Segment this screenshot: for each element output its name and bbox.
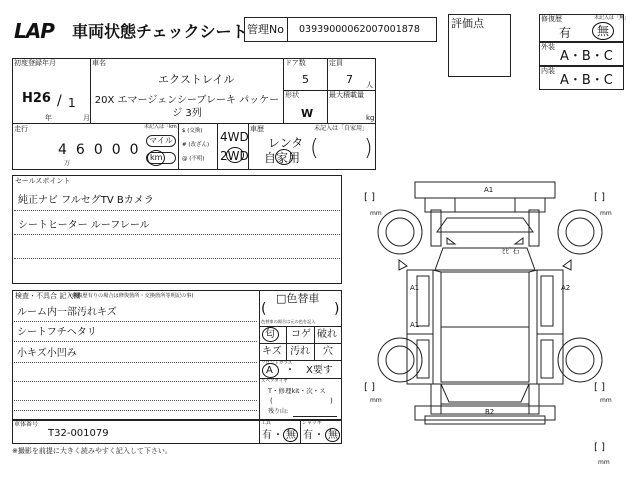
logo-text: LAP xyxy=(14,19,54,43)
tag-dirt: 汚れ xyxy=(290,346,310,357)
tire-fr-bracket: [ ] xyxy=(594,192,605,203)
mileage-small-unit: 万 xyxy=(64,160,71,167)
tool-dot: ・ xyxy=(273,430,283,441)
exterior-grades: A・B・C xyxy=(560,49,613,64)
km-option-label: km xyxy=(150,153,163,162)
jack-no: 無 xyxy=(328,430,338,441)
chassis-number: T32-001079 xyxy=(48,428,109,439)
color-change-note: 色替車の場合は元の色を記入 xyxy=(261,319,316,324)
tire-rr-bracket: [ ] xyxy=(594,382,605,393)
tire-fr-unit: mm xyxy=(600,210,612,217)
interior-label: 内装 xyxy=(541,67,555,75)
reg-slash: / xyxy=(57,93,62,109)
sheet-title: 車両状態チェックシート xyxy=(72,22,248,41)
capacity-value: 7 xyxy=(346,73,353,86)
sales-line-2: シートヒーター ルーフレール xyxy=(18,220,150,231)
tire-rr-unit: mm xyxy=(600,397,612,404)
spare-label: スペアタイヤ xyxy=(261,379,288,384)
reg-era: H26 xyxy=(22,91,51,106)
tag-odor: 匂 xyxy=(265,329,275,340)
jack-label: ジャッキ xyxy=(302,420,322,426)
tool-yes: 有 xyxy=(262,430,272,441)
tire-rl-bracket: [ ] xyxy=(364,382,375,393)
inspection-label: 検査・不具合 記入欄 xyxy=(15,292,81,300)
mark-rear-bumper: B2 xyxy=(485,408,495,416)
doors-label: ドア数 xyxy=(285,59,306,67)
mileage-label: 走行 xyxy=(14,125,28,133)
reg-month: 1 xyxy=(68,96,76,110)
windshield-label: フロントガラス xyxy=(261,361,293,366)
tire-fl-bracket: [ ] xyxy=(364,192,375,203)
color-change-label: □色替車 xyxy=(276,292,320,305)
spare-options: T・修理kit・次・ス xyxy=(268,387,326,395)
mgmt-label: 管理No xyxy=(247,23,284,36)
drive-2wd: 2WD xyxy=(220,149,249,163)
vehicle-name: エクストレイル xyxy=(158,73,235,86)
capacity-label: 定員 xyxy=(329,59,343,67)
tire-fl-unit: mm xyxy=(370,210,382,217)
mileage-value: 46000 xyxy=(58,142,148,158)
inspection-line-3: 小キズ小凹み xyxy=(17,348,77,359)
repair-note: 未記入は「無」 xyxy=(594,15,630,21)
mileage-check-2: # (改ざん) xyxy=(182,142,210,148)
capacity-unit: 人 xyxy=(366,81,373,89)
footer-note: ※撮影を前提に大きく読みやすく記入して下さい。 xyxy=(12,447,172,455)
tool-label: 工具 xyxy=(261,420,272,426)
color-paren-close: ) xyxy=(334,301,340,317)
tool-no: 無 xyxy=(286,430,296,441)
tire-rl-unit: mm xyxy=(370,397,382,404)
doors-value: 5 xyxy=(302,73,309,86)
tag-hole: 穴 xyxy=(323,346,333,357)
inspection-label-note: (修復歴有りの場合は修復箇所・交換箇所等明記の事) xyxy=(70,293,194,299)
name-label: 車名 xyxy=(92,59,106,67)
use-paren-open: ( xyxy=(310,136,319,161)
repair-no: 無 xyxy=(597,24,610,38)
chassis-label: 車体番号 xyxy=(14,421,39,428)
windshield-x: X要す xyxy=(306,365,333,376)
mark-hood-chip: ﾋﾋﾞ石 xyxy=(502,247,520,255)
max-load-label: 最大積載量 xyxy=(329,91,364,99)
drive-4wd: 4WD xyxy=(220,130,249,144)
mgmt-number: 03939000062007001878 xyxy=(299,24,420,35)
spare-remaining: 残り山: xyxy=(268,408,289,415)
exterior-label: 外装 xyxy=(541,43,555,51)
inspection-line-1: ルーム内一部汚れキズ xyxy=(17,307,117,318)
mileage-check-3: @ (不明) xyxy=(182,156,205,162)
inspection-line-2: シートフチヘタリ xyxy=(17,327,97,338)
tag-tear: 破れ xyxy=(317,329,337,340)
reg-label: 初度登録年月 xyxy=(14,59,56,67)
repair-label: 修復歴 xyxy=(541,15,562,23)
tag-scratch: キズ xyxy=(262,346,282,357)
use-private: 自家用 xyxy=(264,151,301,165)
color-paren-open: ( xyxy=(261,301,267,317)
spare-tire-unit: mm xyxy=(598,459,610,466)
sales-line-1: 純正ナビ フルセグTV Bカメラ xyxy=(18,195,154,206)
mark-left-rear-door: A1 xyxy=(410,321,420,329)
mark-right-front-door: A2 xyxy=(561,284,571,292)
windshield-dot: ・ xyxy=(285,365,295,376)
reg-month-unit: 月 xyxy=(83,114,90,122)
spare-paren-close: ) xyxy=(330,397,333,405)
vehicle-grade: 20X エマージェンシーブレーキ パッケージ 3列 xyxy=(94,95,280,119)
use-label: 車歴 xyxy=(250,125,264,133)
mile-option-label: マイル xyxy=(149,136,173,145)
jack-dot: ・ xyxy=(314,430,324,441)
interior-grades: A・B・C xyxy=(560,73,613,88)
mileage-unit-note: 未記入は「km」 xyxy=(144,124,182,130)
mark-left-front-door: A1 xyxy=(410,284,420,292)
score-label: 評価点 xyxy=(451,17,484,30)
use-rental: レンタ xyxy=(268,136,304,150)
use-paren-close: ) xyxy=(364,136,373,161)
body-value: W xyxy=(301,107,314,120)
max-load-unit: kg xyxy=(366,114,375,122)
windshield-a: A xyxy=(266,365,273,376)
spare-paren-open: ( xyxy=(270,397,273,405)
tag-burn: コゲ xyxy=(291,329,311,340)
logo xyxy=(14,19,54,43)
car-diagram xyxy=(355,170,640,480)
jack-yes: 有 xyxy=(303,430,313,441)
mark-front-bumper: A1 xyxy=(484,186,494,194)
reg-year-unit: 年 xyxy=(45,114,52,122)
spare-tire-bracket: [ ] xyxy=(594,442,605,453)
body-label: 形状 xyxy=(285,91,299,99)
mileage-check-1: $ (交換) xyxy=(182,128,203,134)
use-note: 未記入は「自家用」 xyxy=(314,125,369,132)
repair-yes: 有 xyxy=(559,26,572,40)
sales-label: セールスポイント xyxy=(15,177,71,185)
